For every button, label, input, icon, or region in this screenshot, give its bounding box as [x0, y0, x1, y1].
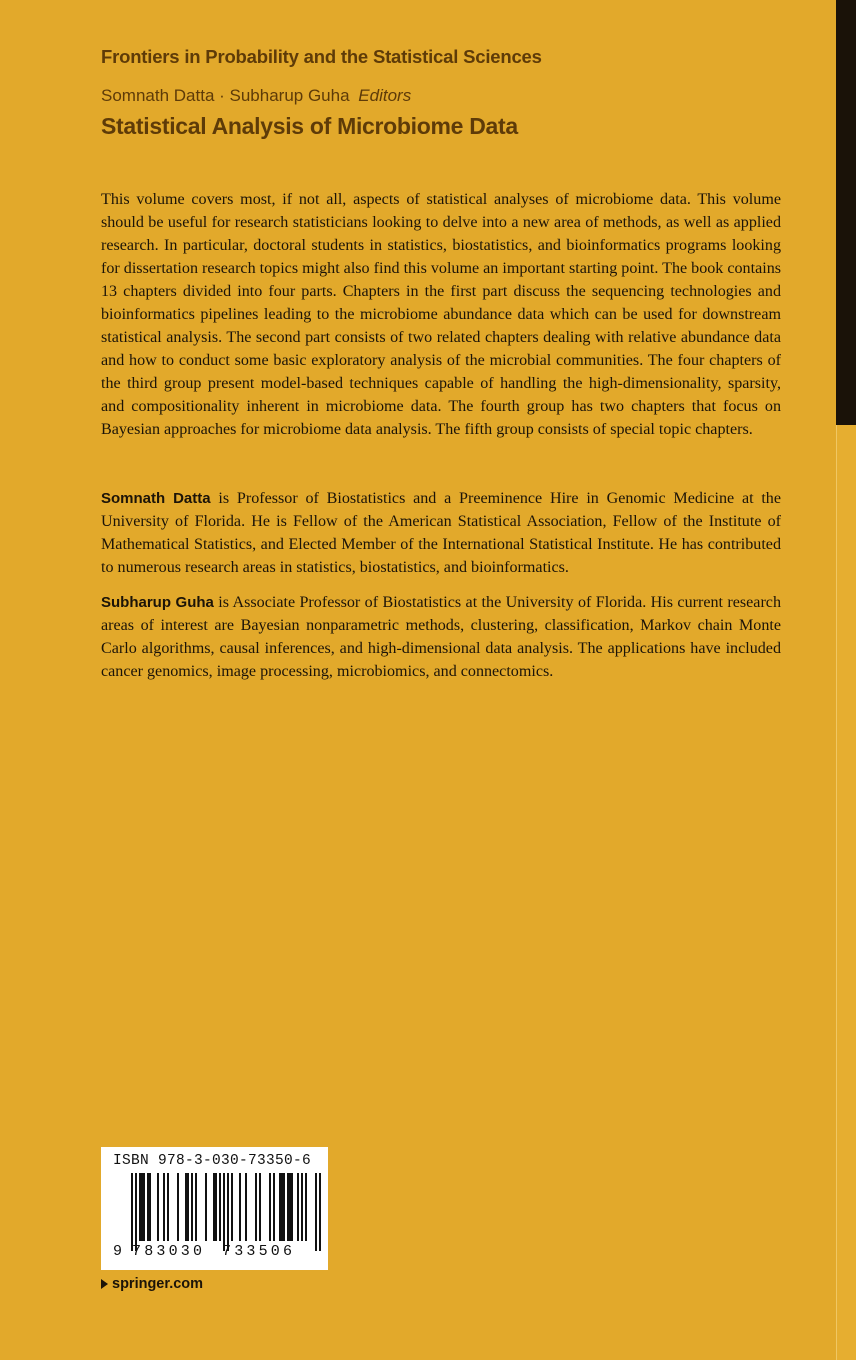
spine-edge-dark	[836, 0, 856, 425]
barcode-bar	[191, 1173, 193, 1241]
barcode-bar	[287, 1173, 289, 1241]
barcode-bar	[215, 1173, 217, 1241]
bio-name: Somnath Datta	[101, 490, 211, 507]
barcode-bar	[143, 1173, 145, 1241]
barcode-bar	[147, 1173, 149, 1241]
isbn-label: ISBN 978-3-030-73350-6	[113, 1153, 312, 1169]
editor-bio-guha	[101, 591, 781, 683]
barcode-bar	[205, 1173, 207, 1241]
bio-text: is Associate Professor of Biostatistics at the University of Florida. His current research areas of interest are Bayesian nonparametric methods, clustering, classification, Markov chain Monte Carlo algorithms, causal inferences, and high-dimensional data analysis. The applications have included cancer genomics, image processing, microbiomics, and connectomics.	[101, 594, 781, 681]
spine-edge-light	[836, 425, 856, 1360]
editors-role: Editors	[358, 86, 412, 105]
series-title: Frontiers in Probability and the Statistical Sciences	[101, 46, 542, 67]
barcode-bar	[195, 1173, 197, 1241]
barcode-bar	[157, 1173, 159, 1241]
barcode-bar	[245, 1173, 247, 1241]
barcode-bar	[269, 1173, 271, 1241]
barcode-bar	[305, 1173, 307, 1241]
barcode-bar	[281, 1173, 283, 1241]
barcode-bar	[319, 1173, 321, 1251]
barcode-bar	[315, 1173, 317, 1251]
barcode-right-digits: 733506	[222, 1243, 296, 1260]
barcode-bar	[177, 1173, 179, 1241]
isbn-barcode-box	[101, 1147, 328, 1270]
barcode-bar	[259, 1173, 261, 1241]
triangle-right-icon	[101, 1279, 108, 1289]
barcode-bar	[219, 1173, 221, 1241]
barcode-bar	[231, 1173, 233, 1241]
publisher-url: springer.com	[112, 1276, 204, 1292]
barcode-bar	[185, 1173, 187, 1241]
editors-names: Somnath Datta · Subharup Guha	[101, 86, 350, 105]
book-description: This volume covers most, if not all, aspects of statistical analyses of microbiome data. This volume should be useful for research statisticians looking to delve into a new area of methods, as well as applied research. In particular, doctoral students in statistics, biostatistics, and bioinformatics programs looking for dissertation research topics might also find this volume an important starting point. The book contains 13 chapters divided into four parts. Chapters in the first part discuss the sequencing technologies and bioinformatics pipelines leading to the microbiome abundance data which can be used for downstream statistical analysis. The second part consists of two related chapters dealing with relative abundance data and how to conduct some basic exploratory analysis of the microbial communities. The four chapters of the third group present model-based techniques capable of handling the high-dimensionality, sparsity, and compositionality inherent in microbiome data. The fourth group has two chapters that focus on Bayesian approaches for microbiome data analysis. The fifth group consists of special topic chapters.	[101, 191, 781, 439]
barcode-bar	[239, 1173, 241, 1241]
barcode-bar	[255, 1173, 257, 1241]
barcode-bar	[131, 1173, 133, 1251]
barcode-bar	[141, 1173, 143, 1241]
barcode-bar	[163, 1173, 165, 1241]
editors-line	[101, 86, 411, 106]
bio-text: is Professor of Biostatistics and a Preeminence Hire in Genomic Medicine at the University of Florida. He is Fellow of the American Statistical Association, Fellow of the Institute of Mathematical Statistics, and Elected Member of the International Statistical Institute. He has contributed to numerous research areas in statistics, biostatistics, and bioinformatics.	[101, 490, 782, 577]
barcode-bar	[289, 1173, 291, 1241]
bio-name: Subharup Guha	[101, 594, 214, 611]
barcode-bar	[301, 1173, 303, 1241]
barcode-bar	[227, 1173, 229, 1251]
barcode-bar	[213, 1173, 215, 1241]
barcode-bar	[167, 1173, 169, 1241]
editor-bio-datta	[101, 487, 781, 579]
publisher-link[interactable]	[101, 1276, 203, 1292]
barcode-bar	[297, 1173, 299, 1241]
barcode-bar	[283, 1173, 285, 1241]
barcode-bar	[223, 1173, 225, 1251]
barcode-bar	[291, 1173, 293, 1241]
barcode-bar	[273, 1173, 275, 1241]
barcode-bar	[139, 1173, 141, 1241]
barcode-bar	[187, 1173, 189, 1241]
barcode-bar	[279, 1173, 281, 1241]
book-title: Statistical Analysis of Microbiome Data	[101, 113, 518, 139]
barcode-left-digits: 783030	[132, 1243, 206, 1260]
barcode-bar	[149, 1173, 151, 1241]
barcode-bar	[135, 1173, 137, 1251]
barcode-first-digit: 9	[113, 1243, 123, 1260]
